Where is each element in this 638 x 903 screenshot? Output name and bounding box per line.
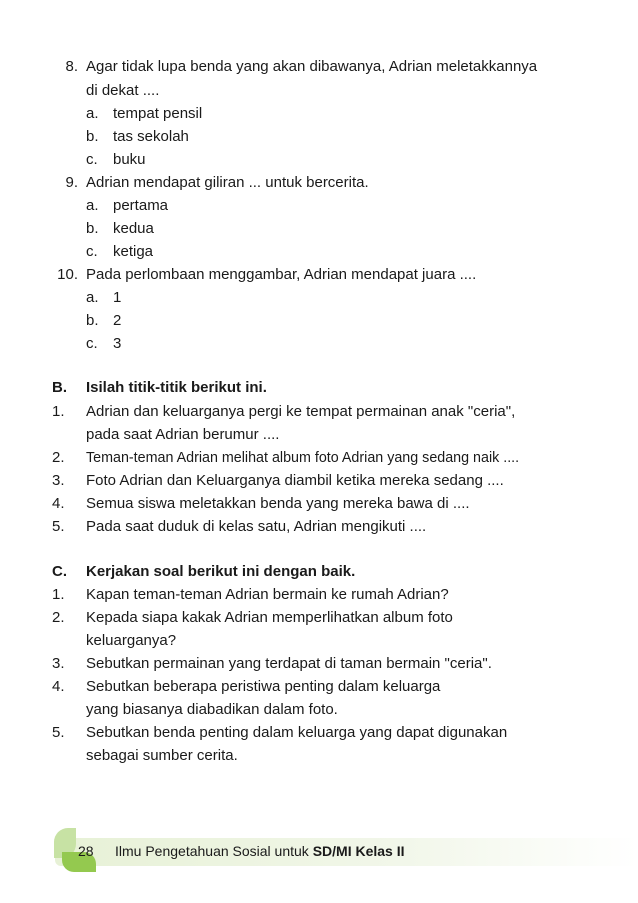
- option-label: b.: [86, 128, 99, 145]
- option-label: b.: [86, 312, 99, 329]
- question-text: Agar tidak lupa benda yang akan dibawanya, Adrian meletakkannya: [86, 58, 538, 75]
- option-label: c.: [86, 151, 98, 168]
- footer-title: [115, 842, 405, 860]
- option-text: 1: [113, 289, 122, 306]
- option-label: a.: [86, 105, 99, 122]
- section-heading: Isilah titik-titik berikut ini.: [86, 379, 267, 396]
- option-label: b.: [86, 220, 99, 237]
- question-number: 8.: [65, 58, 78, 75]
- question-text: Teman-teman Adrian melihat album foto Adrian yang sedang naik ....: [86, 450, 520, 466]
- question-number: 2.: [52, 449, 65, 466]
- question-text: Kapan teman-teman Adrian bermain ke rumah Adrian?: [86, 586, 449, 603]
- question-text: Semua siswa meletakkan benda yang mereka bawa di ....: [86, 495, 470, 512]
- question-number: 2.: [52, 609, 65, 626]
- section-heading: Kerjakan soal berikut ini dengan baik.: [86, 563, 356, 580]
- question-text: Pada perlombaan menggambar, Adrian mendapat juara ....: [86, 266, 477, 283]
- question-number: 1.: [52, 403, 65, 420]
- question-number: 4.: [52, 678, 65, 695]
- question-text: yang biasanya diabadikan dalam foto.: [86, 701, 338, 718]
- option-text: ketiga: [113, 243, 154, 260]
- question-text: Sebutkan beberapa peristiwa penting dalam keluarga: [86, 678, 441, 695]
- option-text: tempat pensil: [113, 105, 203, 122]
- option-text: tas sekolah: [113, 128, 189, 145]
- question-number: 3.: [52, 655, 65, 672]
- option-text: pertama: [113, 197, 169, 214]
- question-number: 5.: [52, 518, 65, 535]
- option-text: 2: [113, 312, 122, 329]
- question-number: 10.: [57, 266, 78, 283]
- option-label: c.: [86, 335, 98, 352]
- question-text: Kepada siapa kakak Adrian memperlihatkan album foto: [86, 609, 453, 626]
- footer-title-bold: SD/MI Kelas II: [312, 843, 405, 859]
- question-text: sebagai sumber cerita.: [86, 747, 238, 764]
- question-text: di dekat ....: [86, 82, 160, 99]
- section-letter: C.: [52, 563, 67, 580]
- question-text: pada saat Adrian berumur ....: [86, 426, 280, 443]
- question-text: Foto Adrian dan Keluarganya diambil ketika mereka sedang ....: [86, 472, 504, 489]
- question-text: Sebutkan permainan yang terdapat di taman bermain "ceria".: [86, 655, 492, 672]
- question-number: 5.: [52, 724, 65, 741]
- question-text: Adrian dan keluarganya pergi ke tempat permainan anak "ceria",: [86, 403, 516, 420]
- footer-title-prefix: Ilmu Pengetahuan Sosial untuk: [115, 843, 313, 859]
- question-text: Pada saat duduk di kelas satu, Adrian mengikuti ....: [86, 518, 427, 535]
- question-number: 1.: [52, 586, 65, 603]
- option-text: kedua: [113, 220, 154, 237]
- option-text: buku: [113, 151, 146, 168]
- option-label: a.: [86, 197, 99, 214]
- question-text: keluarganya?: [86, 632, 177, 649]
- option-label: c.: [86, 243, 98, 260]
- question-number: 9.: [65, 174, 78, 191]
- question-number: 4.: [52, 495, 65, 512]
- question-text: Adrian mendapat giliran ... untuk bercerita.: [86, 174, 369, 191]
- question-number: 3.: [52, 472, 65, 489]
- section-letter: B.: [52, 379, 67, 396]
- option-label: a.: [86, 289, 99, 306]
- question-text: Sebutkan benda penting dalam keluarga yang dapat digunakan: [86, 724, 508, 741]
- page-number: 28: [78, 843, 94, 859]
- option-text: 3: [113, 335, 122, 352]
